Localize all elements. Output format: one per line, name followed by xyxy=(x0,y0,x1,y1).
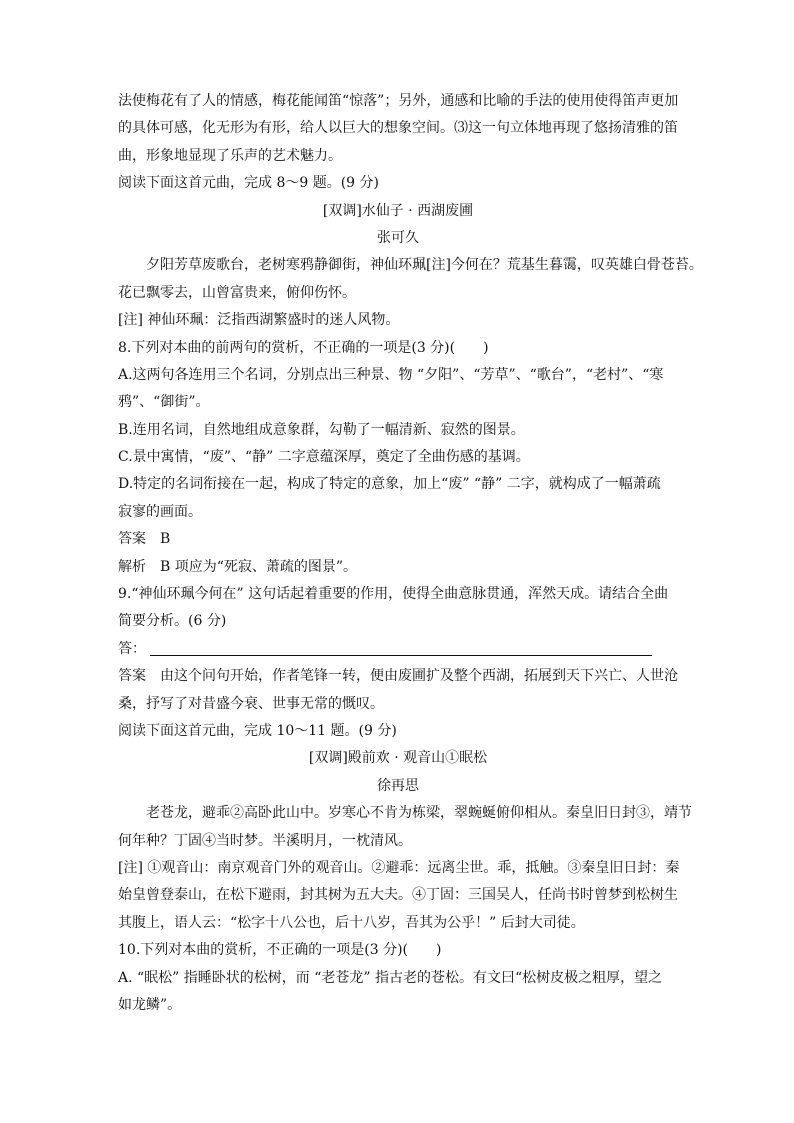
poem-text: 花已飘零去，山曾富贵来，俯仰伤怀。 xyxy=(118,284,356,301)
poem-note: [注] 神仙环珮：泛指西湖繁盛时的迷人风物。 xyxy=(118,312,400,329)
explanation-8: 解析 B 项应为“死寂、萧疏的图景”。 xyxy=(118,558,358,575)
question-9: 9.“神仙环珮今何在” 这句话起着重要的作用，使得全曲意脉贯通，浑然天成。请结合全曲 xyxy=(118,586,669,603)
poem-title: [双调]殿前欢 · 观音山①眠松 xyxy=(308,750,488,767)
analysis-line: 的具体可感，化无形为有形，给人以巨大的想象空间。⑶这一句立体地再现了悠扬清雅的笛 xyxy=(118,120,678,137)
option-a-cont: 如龙鳞”。 xyxy=(118,996,182,1013)
reading-instruction: 阅读下面这首元曲，完成 8～9 题。(9 分) xyxy=(118,175,379,192)
poem-author: 张可久 xyxy=(377,229,419,246)
question-10: 10.下列对本曲的赏析，不正确的一项是(3 分)( ) xyxy=(118,942,442,959)
analysis-line: 法使梅花有了人的情感，梅花能闻笛“惊落”；另外，通感和比喻的手法的使用使得笛声更加 xyxy=(118,93,679,109)
poem-text: 何年种？丁固④当时梦。半溪明月，一枕清风。 xyxy=(118,832,412,849)
poem-text: 老苍龙，避乖②高卧此山中。岁寒心不肯为栋梁，翠蜿蜒俯仰相从。秦皇旧日封③，靖节 xyxy=(146,805,692,822)
reading-instruction: 阅读下面这首元曲，完成 10～11 题。(9 分) xyxy=(118,722,397,739)
answer-blank xyxy=(150,641,652,656)
option-a: A. “眠松” 指睡卧状的松树，而 “老苍龙” 指古老的苍松。有文曰“松树皮极之粗厚，望之 xyxy=(118,969,663,986)
question-8: 8.下列对本曲的前两句的赏析，不正确的一项是(3 分)( ) xyxy=(118,339,489,356)
poem-author: 徐再思 xyxy=(377,777,419,794)
option-a: A.这两句各连用三个名词，分别点出三种景、物 “夕阳”、“芳草”、“歌台”，“老村”、“寒 xyxy=(118,366,664,383)
poem-text: 夕阳芳草废歌台，老树寒鸦静御街，神仙环珮[注]今何在？荒基生暮霭，叹英雄白骨苍苔。 xyxy=(146,257,703,274)
option-c: C.景中寓情，“废”、“静” 二字意蕴深厚，奠定了全曲伤感的基调。 xyxy=(118,449,530,466)
answer-8: 答案 B xyxy=(118,531,171,548)
poem-title: [双调]水仙子 · 西湖废圃 xyxy=(322,202,474,219)
answer-prompt: 答： xyxy=(118,640,146,657)
document-page xyxy=(118,88,703,1019)
analysis-line: 曲，形象地显现了乐声的艺术魅力。 xyxy=(118,147,342,164)
question-9-cont: 简要分析。(6 分) xyxy=(118,613,227,630)
option-b: B.连用名词，自然地组成意象群，勾勒了一幅清新、寂然的图景。 xyxy=(118,421,525,438)
answer-9-cont: 桑，抒写了对昔盛今衰、世事无常的慨叹。 xyxy=(118,695,384,712)
answer-9: 答案 由这个问句开始，作者笔锋一转，便由废圃扩及整个西湖，拓展到天下兴亡、人世沧 xyxy=(118,668,678,685)
poem-note-cont: 其腹上，语人云：“松字十八公也，后十八岁，吾其为公乎！” 后封大司徒。 xyxy=(118,914,585,931)
option-d: D.特定的名词衔接在一起，构成了特定的意象，加上“废” “静” 二字，就构成了一幅萧疏 xyxy=(118,476,661,493)
option-d-cont: 寂寥的画面。 xyxy=(118,503,202,520)
answer-line xyxy=(118,636,678,663)
option-a-cont: 鸦”、“御街”。 xyxy=(118,394,210,411)
poem-note: [注] ①观音山：南京观音门外的观音山。②避乖：远离尘世。乖，抵触。③秦皇旧日封：秦 xyxy=(118,859,680,876)
poem-note-cont: 始皇曾登泰山，在松下避雨，封其树为五大夫。④丁固：三国吴人，任尚书时曾梦到松树生 xyxy=(118,887,678,904)
